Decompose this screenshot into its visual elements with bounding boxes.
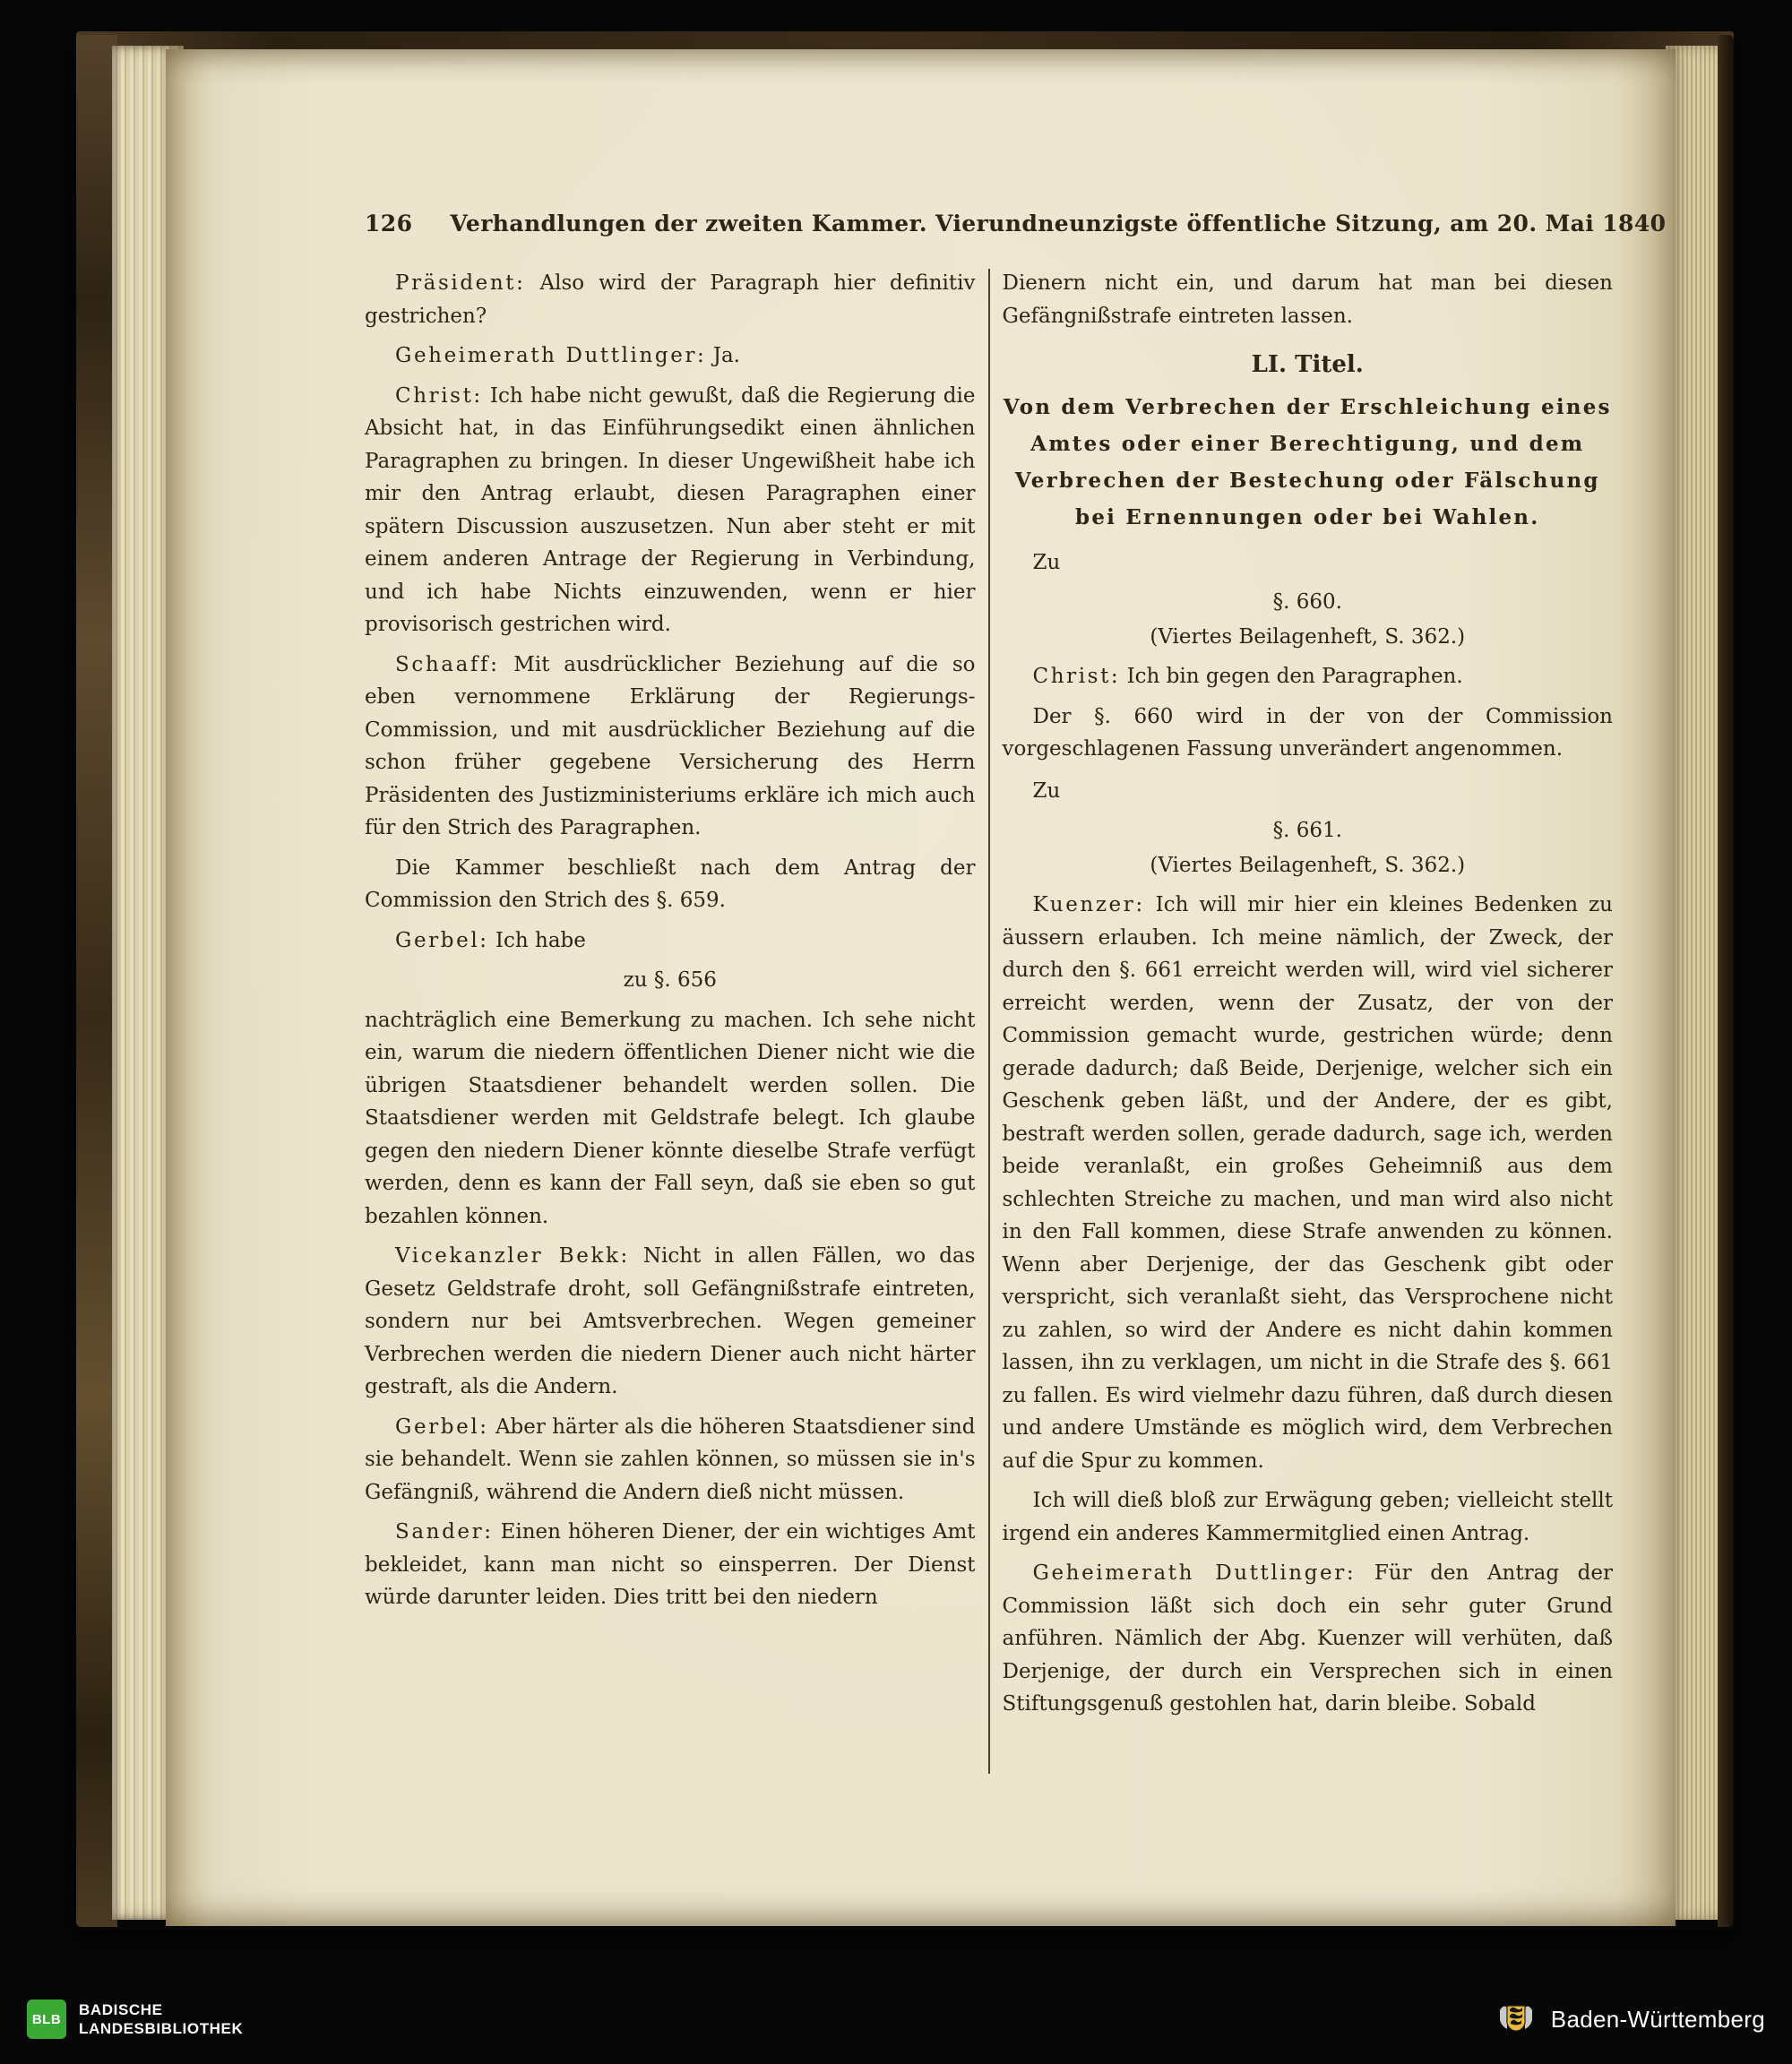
speaker-name: Christ: bbox=[395, 383, 483, 408]
speaker-name: Sander: bbox=[395, 1520, 494, 1544]
page-header bbox=[365, 211, 1667, 236]
text-columns bbox=[365, 267, 1613, 1781]
paragraph: Geheimerath Duttlinger: Für den Antrag der Commission läßt sich doch ein sehr guter Grund anführen. Nämlich der Abg. Kuenzer will verhüten, daß Derjenige, der durch ein Versprechen sich in einen Stiftungsgenuß gestohlen hat, darin bleibe. Sobald bbox=[1002, 1561, 1613, 1716]
paragraph: Christ: Ich bin gegen den Paragraphen. bbox=[1032, 665, 1463, 688]
paragraph: Christ: Ich habe nicht gewußt, daß die Regierung die Absicht hat, in das Einführungsedikt einen ähnlichen Paragraphen zu bringen. In dieser Ungewißheit habe ich mir den Antrag erlaubt, diesen Paragraphen einer spätern Discussion auszusetzen. Nun aber steht er mit einem anderen Antrage der Regierung in Verbindung, und ich habe Nichts einzuwenden, wenn er hier provisorisch gestrichen wird. bbox=[365, 383, 976, 636]
speaker-name: Vicekanzler Bekk: bbox=[395, 1244, 630, 1268]
paragraph: Gerbel: Aber härter als die höheren Staatsdiener sind sie behandelt. Wenn sie zahlen können, so müssen sie in's Gefängniß, während die Andern dieß nicht müssen. bbox=[365, 1415, 976, 1504]
page-number: 126 bbox=[365, 211, 413, 236]
paragraph: Von dem Verbrechen der Erschleichung eines Amtes oder einer Berechtigung, und dem Verbrechen der Bestechung oder Fälschung bei Ernennungen oder bei Wahlen. bbox=[1003, 394, 1612, 529]
paragraph: (Viertes Beilagenheft, S. 362.) bbox=[1150, 624, 1466, 649]
blb-badge-icon: BLB bbox=[27, 2000, 66, 2039]
book-page bbox=[166, 49, 1676, 1926]
column-divider bbox=[988, 269, 990, 1774]
paragraph: LI. Titel. bbox=[1251, 351, 1364, 378]
paragraph: nachträglich eine Bemerkung zu machen. Ich sehe nicht ein, warum die niedern öffentlichen Diener nicht wie die übrigen Staatsdiener behandelt werden sollen. Die Staatsdiener werden mit Geldstrafe belegt. Ich glaube gegen den niedern Diener könnte dieselbe Strafe verfügt werden, denn es kann der Fall seyn, daß sie eben so gut bezahlen können. bbox=[365, 1008, 976, 1228]
paragraph: (Viertes Beilagenheft, S. 362.) bbox=[1150, 853, 1466, 877]
right-column bbox=[1003, 267, 1614, 1781]
paragraph: Zu bbox=[1032, 550, 1061, 574]
blb-library-logo[interactable] bbox=[27, 2000, 243, 2039]
speaker-name: Geheimerath Duttlinger: bbox=[1032, 1561, 1357, 1585]
bw-coat-of-arms-icon bbox=[1494, 2000, 1538, 2038]
paragraph: Ich will dieß bloß zur Erwägung geben; vielleicht stellt irgend ein anderes Kammermitglied einen Antrag. bbox=[1002, 1489, 1613, 1545]
speaker-name: Präsident: bbox=[395, 271, 526, 295]
paragraph: Vicekanzler Bekk: Nicht in allen Fällen, wo das Gesetz Geldstrafe droht, soll Gefängnißstrafe eintreten, sondern nur bei Amtsverbrechen. Wegen gemeiner Verbrechen werden die niedern Diener auch nicht härter gestraft, als die Andern. bbox=[365, 1244, 976, 1398]
paragraph: §. 661. bbox=[1272, 819, 1342, 842]
speaker-name: Schaaff: bbox=[395, 652, 500, 676]
library-name-line2: LANDESBIBLIOTHEK bbox=[79, 2020, 244, 2037]
paragraph: Gerbel: Ich habe bbox=[395, 928, 586, 952]
paragraph: Geheimerath Duttlinger: Ja. bbox=[395, 344, 740, 367]
paragraph: Dienern nicht ein, und darum hat man bei diesen Gefängnißstrafe eintreten lassen. bbox=[1002, 271, 1613, 328]
speaker-name: Christ: bbox=[1032, 665, 1121, 688]
speaker-name: Gerbel: bbox=[395, 1415, 489, 1439]
state-name: Baden-Württemberg bbox=[1550, 2005, 1765, 2033]
paragraph: zu §. 656 bbox=[623, 968, 717, 992]
speaker-name: Kuenzer: bbox=[1032, 893, 1145, 916]
speaker-name: Gerbel: bbox=[395, 928, 489, 952]
paragraph: Zu bbox=[1032, 778, 1061, 803]
speaker-name: Geheimerath Duttlinger: bbox=[395, 344, 707, 367]
paragraph: Der §. 660 wird in der von der Commission vorgeschlagenen Fassung unverändert angenommen. bbox=[1002, 704, 1613, 761]
footer-bar bbox=[0, 1974, 1792, 2064]
library-name bbox=[79, 2000, 243, 2038]
paragraph: Sander: Einen höheren Diener, der ein wichtiges Amt bekleidet, kann man nicht so einsperren. Der Dienst würde darunter leiden. Dies tritt bei den niedern bbox=[365, 1520, 976, 1609]
paragraph: Kuenzer: Ich will mir hier ein kleines Bedenken zu äussern erlauben. Ich meine nämlich, der Zweck, der durch den §. 661 erreicht werden will, wird viel sicherer erreicht werden, wenn der Zusatz, der von der Commission gemacht wurde, gestrichen würde; denn gerade dadurch; daß Beide, Derjenige, welcher sich ein Geschenk geben läßt, und der Andere, der es gibt, bestraft werden sollen, gerade dadurch, sage ich, werden beide veranlaßt, ein großes Geheimniß aus dem schlechten Streiche zu machen, und man wird also nicht in den Fall kommen, diese Strafe anwenden zu können. Wenn aber Derjenige, der das Geschenk gibt oder verspricht, sich veranlaßt sieht, das Versprochene nicht zu zahlen, so wird der Andere es nicht dahin kommen lassen, ihn zu verklagen, um nicht in die Strafe des §. 661 zu fallen. Es wird vielmehr dazu führen, daß durch diesen und andere Umstände es möglich wird, dem Verbrechen auf die Spur zu kommen. bbox=[1002, 893, 1613, 1473]
baden-wuerttemberg-logo[interactable] bbox=[1494, 2000, 1765, 2038]
book-scan bbox=[76, 31, 1734, 1931]
paragraph: Präsident: Also wird der Paragraph hier definitiv gestrichen? bbox=[365, 271, 976, 328]
header-title: Verhandlungen der zweiten Kammer. Vierundneunzigste öffentliche Sitzung, am 20. Mai 1840 bbox=[450, 211, 1667, 236]
book-cover-edge-right bbox=[1718, 35, 1734, 1927]
paragraph: §. 660. bbox=[1272, 590, 1342, 614]
paragraph: Die Kammer beschließt nach dem Antrag der Commission den Strich des §. 659. bbox=[365, 856, 976, 912]
left-column bbox=[365, 267, 976, 1781]
paragraph: Schaaff: Mit ausdrücklicher Beziehung auf die so eben vernommene Erklärung der Regierungs-Commission, und mit ausdrücklicher Beziehung auf die schon früher gegebene Versicherung des Herrn Präsidenten des Justizministeriums erkläre ich mich auch für den Strich des Paragraphen. bbox=[365, 652, 976, 839]
library-name-line1: BADISCHE bbox=[79, 2001, 163, 2018]
